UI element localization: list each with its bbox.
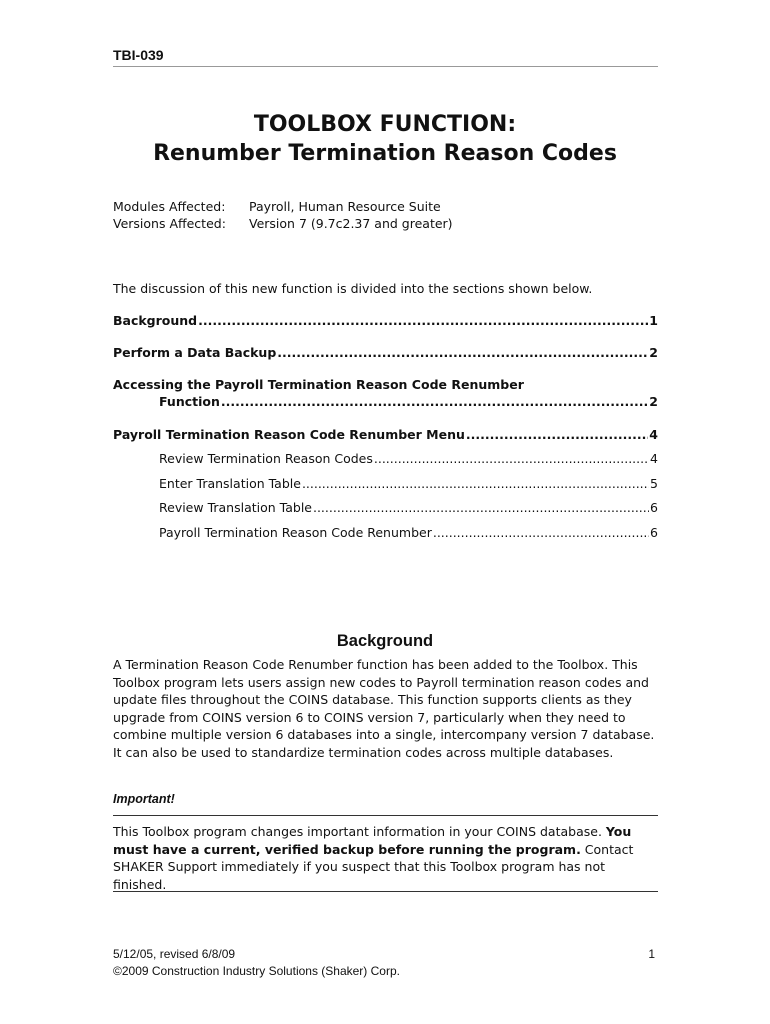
toc-leader <box>466 427 648 442</box>
footer-copyright: ©2009 Construction Industry Solutions (Shaker) Corp. <box>113 964 400 978</box>
toc-page-number: 6 <box>650 500 658 515</box>
warning-text-end: Contact SHAKER Support immediately if you suspect that this Toolbox program has not finished. <box>113 841 634 892</box>
toc-entry-background[interactable] <box>113 313 658 328</box>
modules-affected-value: Payroll, Human Resource Suite <box>249 199 441 214</box>
footer-page-number: 1 <box>648 947 655 961</box>
toc-leader <box>277 345 648 360</box>
toc-sub-entry-review-translation[interactable] <box>159 500 658 515</box>
toc-leader <box>198 313 648 328</box>
warning-bottom-rule <box>113 891 658 892</box>
toc-label: Payroll Termination Reason Code Renumber Menu <box>113 427 465 442</box>
toc-page-number: 6 <box>650 525 658 540</box>
toc-entry-accessing[interactable] <box>159 394 658 409</box>
page-title-line1: TOOLBOX FUNCTION: <box>253 112 517 137</box>
toc-page-number: 5 <box>650 476 658 491</box>
toc-label: Payroll Termination Reason Code Renumber <box>159 525 432 540</box>
toc-page-number: 4 <box>650 451 658 466</box>
toc-leader <box>433 525 649 540</box>
section-heading-background: Background <box>336 632 434 650</box>
toc-leader <box>221 394 648 409</box>
toc-entry-backup[interactable] <box>113 345 658 360</box>
toc-leader <box>374 451 649 466</box>
warning-paragraph <box>113 823 661 893</box>
toc-sub-entry-review-codes[interactable] <box>159 451 658 466</box>
intro-text: The discussion of this new function is divided into the sections shown below. <box>113 281 593 296</box>
toc-leader <box>313 500 649 515</box>
toc-label: Enter Translation Table <box>159 476 301 491</box>
footer-date: 5/12/05, revised 6/8/09 <box>113 947 236 961</box>
modules-affected-label: Modules Affected: <box>113 199 226 214</box>
toc-leader <box>302 476 649 491</box>
warning-top-rule <box>113 815 658 816</box>
page-title-line2: Renumber Termination Reason Codes <box>153 141 617 166</box>
toc-page-number: 2 <box>649 394 658 409</box>
toc-page-number: 4 <box>649 427 658 442</box>
header-divider <box>113 66 658 67</box>
toc-page-number: 2 <box>649 345 658 360</box>
background-paragraph: A Termination Reason Code Renumber function has been added to the Toolbox. This Toolbox program lets users assign new codes to Payroll termination reason codes and update files throughout the COINS database. This function supports clients as they upgrade from COINS version 6 to COINS version 7, particularly when they need to combine multiple version 6 databases into a single, intercompany version 7 database. It can also be used to standardize termination codes across multiple databases. <box>113 657 655 760</box>
toc-sub-entry-renumber[interactable] <box>159 525 658 540</box>
versions-affected-value: Version 7 (9.7c2.37 and greater) <box>249 216 453 231</box>
versions-affected-label: Versions Affected: <box>113 216 226 231</box>
toc-label: Background <box>113 313 198 328</box>
warning-text: This Toolbox program changes important information in your COINS database. <box>113 824 606 839</box>
important-label: Important! <box>113 792 175 806</box>
toc-entry-menu[interactable] <box>113 427 658 442</box>
document-id: TBI-039 <box>113 47 164 63</box>
toc-label: Perform a Data Backup <box>113 345 277 360</box>
toc-label: Review Termination Reason Codes <box>159 451 373 466</box>
toc-entry-accessing-line1[interactable]: Accessing the Payroll Termination Reason Code Renumber <box>113 377 524 392</box>
warning-emphasis: You must have a current, verified backup before running the program. <box>113 824 632 857</box>
toc-label: Review Translation Table <box>159 500 312 515</box>
toc-page-number: 1 <box>649 313 658 328</box>
toc-sub-entry-enter-translation[interactable] <box>159 476 658 491</box>
toc-label: Function <box>159 394 220 409</box>
